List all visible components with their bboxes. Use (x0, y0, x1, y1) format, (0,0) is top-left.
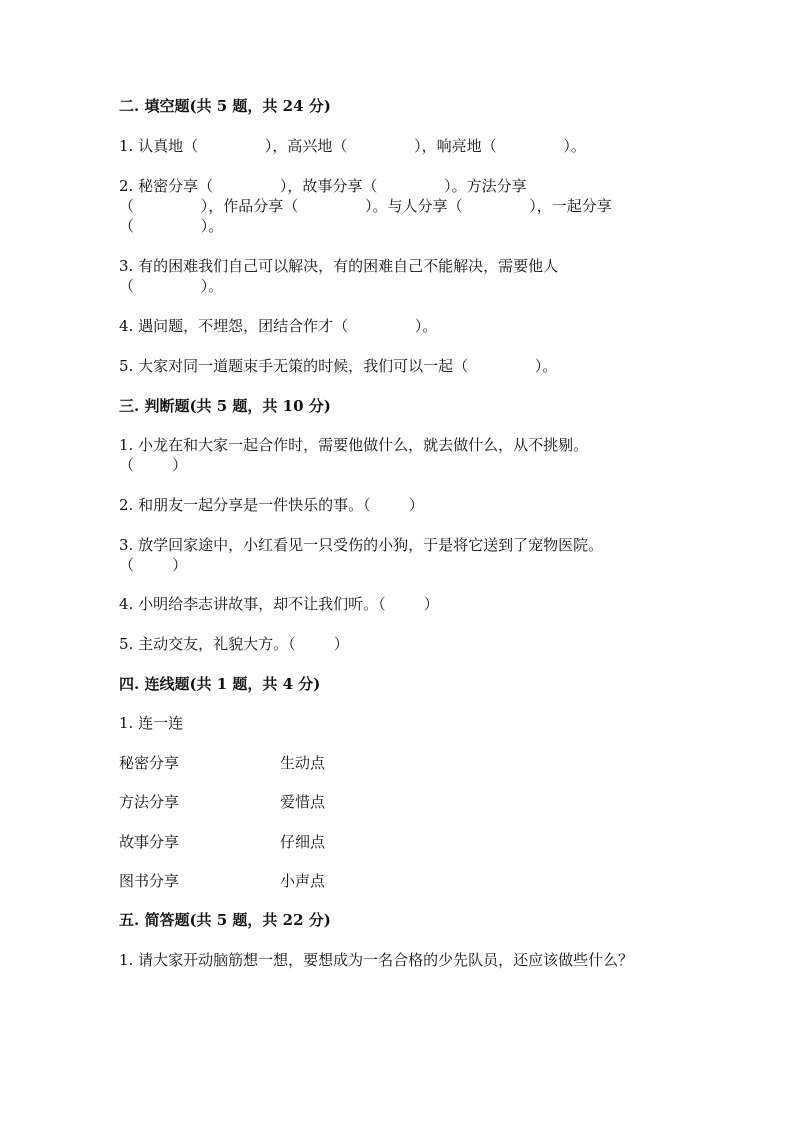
question-3-2: 2. 和朋友一起分享是一件快乐的事。（ ） (119, 496, 424, 514)
question-2-3-line-2: （ ）。 (119, 277, 224, 295)
question-2-5: 5. 大家对同一道题束手无策的时候，我们可以一起（ ）。 (119, 357, 558, 375)
question-5-1: 1. 请大家开动脑筋想一想，要想成为一名合格的少先队员，还应该做些什么？ (119, 951, 634, 969)
match-left-item: 方法分享 (119, 793, 180, 811)
question-4-1: 1. 连一连 (119, 714, 184, 732)
question-2-3-line-1: 3. 有的困难我们自己可以解决，有的困难自己不能解决，需要他人 (119, 257, 559, 275)
match-right-item: 生动点 (280, 754, 326, 772)
question-2-4: 4. 遇问题，不埋怨，团结合作才（ ）。 (119, 317, 438, 335)
match-right-item: 仔细点 (280, 833, 326, 851)
section-title-true-false: 三. 判断题(共 5 题，共 10 分) (119, 397, 331, 415)
question-3-1-line-2: （ ） (119, 456, 188, 474)
question-3-1-line-1: 1. 小龙在和大家一起合作时，需要他做什么，就去做什么，从不挑剔。 (119, 436, 589, 454)
question-2-2-line-3: （ ）。 (119, 217, 224, 235)
section-title-short-answer: 五. 简答题(共 5 题，共 22 分) (119, 911, 331, 929)
question-2-1: 1. 认真地（ ），高兴地（ ），响亮地（ ）。 (119, 137, 586, 155)
match-right-item: 爱惜点 (280, 793, 326, 811)
question-2-2-line-1: 2. 秘密分享（ ），故事分享（ ）。方法分享 (119, 177, 527, 195)
question-3-4: 4. 小明给李志讲故事，却不让我们听。（ ） (119, 595, 439, 613)
question-3-5: 5. 主动交友，礼貌大方。（ ） (119, 635, 349, 653)
section-title-fill-in: 二. 填空题(共 5 题，共 24 分) (119, 97, 331, 115)
question-3-3-line-2: （ ） (119, 556, 188, 574)
match-left-item: 图书分享 (119, 872, 180, 890)
section-title-matching: 四. 连线题(共 1 题，共 4 分) (119, 675, 321, 693)
match-left-item: 故事分享 (119, 833, 180, 851)
match-right-item: 小声点 (280, 872, 326, 890)
match-left-item: 秘密分享 (119, 754, 180, 772)
question-2-2-line-2: （ ），作品分享（ ）。与人分享（ ），一起分享 (119, 197, 612, 215)
question-3-3-line-1: 3. 放学回家途中，小红看见一只受伤的小狗，于是将它送到了宠物医院。 (119, 536, 604, 554)
